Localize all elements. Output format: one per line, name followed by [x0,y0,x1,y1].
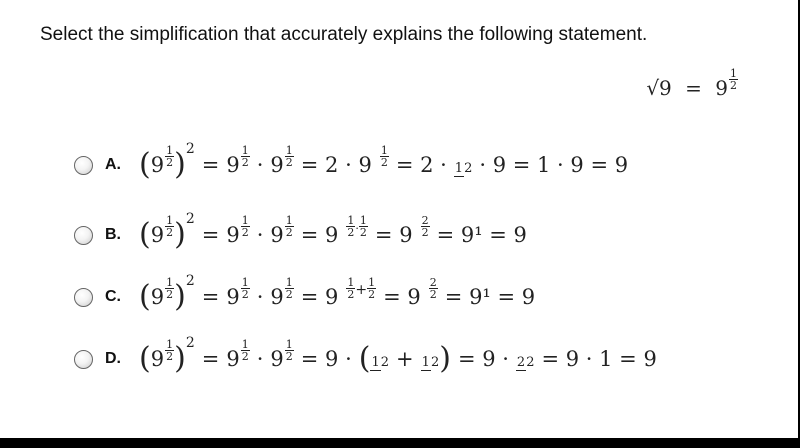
option-a[interactable] [74,140,635,190]
option-letter: A. [105,156,121,173]
sqrt-nine: √9 [646,76,672,100]
option-c[interactable] [74,272,542,322]
radio-option-d[interactable] [74,350,93,369]
option-d-expression: ( 9 $\frac{1}{2}$ ) 2 = 9 $\frac{1}{2}$ · 9 $\frac{1}{2}$ = 9 · ( 12 + 12 ) = 9 · 22 = 9 · 1 = 9 [139,335,657,376]
option-b[interactable] [74,210,534,260]
statement-equation [646,67,738,101]
exponent-half: $\frac{1}{2}$ [730,67,737,92]
option-letter: C. [105,288,121,305]
option-a-expression: ( 9 $\frac{1}{2}$ ) 2 = 9 $\frac{1}{2}$ · 9 $\frac{1}{2}$ = 2 · 9 $\frac{1}{2}$ = 2 · 12 · 9 = 1 · 9 = 9 [139,141,629,182]
radio-option-b[interactable] [74,226,93,245]
option-b-expression: ( 9 $\frac{1}{2}$ ) 2 = 9 $\frac{1}{2}$ · 9 $\frac{1}{2}$ = 9 $\frac{1}{2}$ · $\frac{1}{2}$ = 9 $\frac{2}{2}$ = 9¹ = 9 [139,211,527,252]
question-prompt: Select the simplification that accurately explains the following statement. [40,24,648,45]
option-letter: B. [105,226,121,243]
radio-option-c[interactable] [74,288,93,307]
option-d[interactable] [74,334,664,384]
base-nine: 9 [715,76,728,100]
radio-option-a[interactable] [74,156,93,175]
option-letter: D. [105,350,121,367]
option-c-expression: ( 9 $\frac{1}{2}$ ) 2 = 9 $\frac{1}{2}$ · 9 $\frac{1}{2}$ = 9 $\frac{1}{2}$ + $\frac{1}{2}$ = 9 $\frac{2}{2}$ = 9¹ = 9 [139,273,536,314]
equals-sign: = [685,76,702,100]
